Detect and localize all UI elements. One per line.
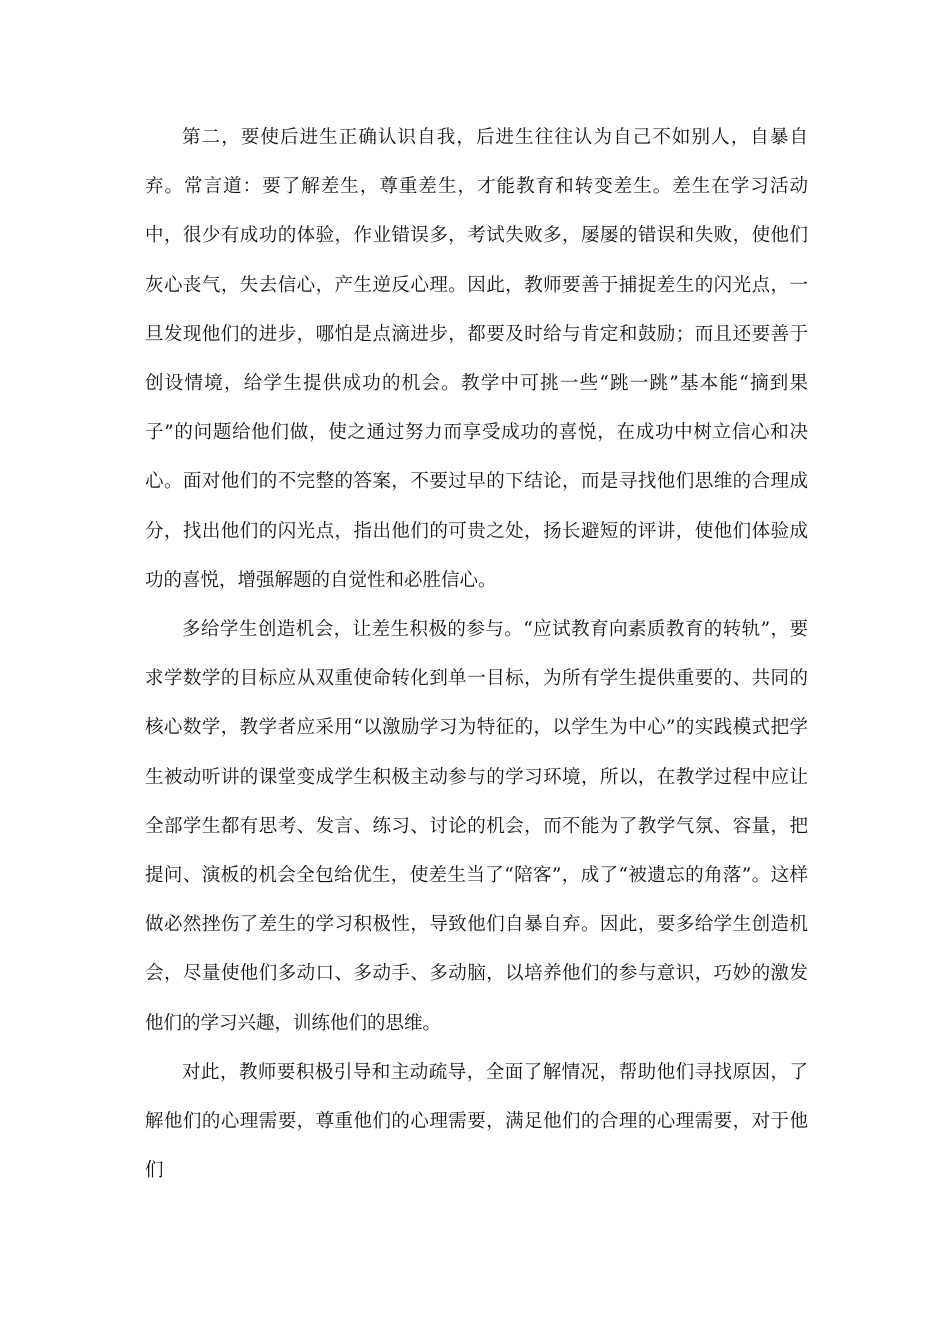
paragraph-guidance: 对此，教师要积极引导和主动疏导，全面了解情况，帮助他们寻找原因，了解他们的心理需要，尊重他们的心理需要，满足他们的合理的心理需要，对于他们 (145, 1061, 808, 1182)
document-page (145, 113, 808, 1195)
paragraph-self-awareness: 第二，要使后进生正确认识自我，后进生往往认为自己不如别人，自暴自弃。常言道：要了解差生，尊重差生，才能教育和转变差生。差生在学习活动中，很少有成功的体验，作业错误多，考试失败多，屡屡的错误和失败，使他们灰心丧气，失去信心，产生逆反心理。因此，教师要善于捕捉差生的闪光点，一旦发现他们的进步，哪怕是点滴进步，都要及时给与肯定和鼓励；而且还要善于创设情境，给学生提供成功的机会。教学中可挑一些“跳一跳”基本能“摘到果子”的问题给他们做，使之通过努力而享受成功的喜悦，在成功中树立信心和决心。面对他们的不完整的答案，不要过早的下结论，而是寻找他们思维的合理成分，找出他们的闪光点，指出他们的可贵之处，扬长避短的评讲，使他们体验成功的喜悦，增强解题的自觉性和必胜信心。 (145, 127, 808, 591)
paragraph-participation: 多给学生创造机会，让差生积极的参与。“应试教育向素质教育的转轨”，要求学数学的目标应从双重使命转化到单一目标，为所有学生提供重要的、共同的核心数学，教学者应采用“以激励学习为特征的，以学生为中心”的实践模式把学生被动听讲的课堂变成学生积极主动参与的学习环境，所以，在教学过程中应让全部学生都有思考、发言、练习、讨论的机会，而不能为了教学气氛、容量，把提问、演板的机会全包给优生，使差生当了“陪客”，成了“被遗忘的角落”。这样做必然挫伤了差生的学习积极性，导致他们自暴自弃。因此，要多给学生创造机会，尽量使他们多动口、多动手、多动脑，以培养他们的参与意识，巧妙的激发他们的学习兴趣，训练他们的思维。 (145, 619, 808, 1034)
